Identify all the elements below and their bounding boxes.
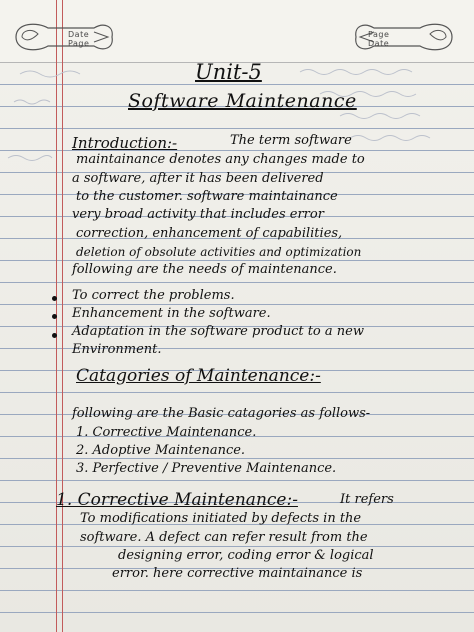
list-item: Enhancement in the software. [72,306,271,321]
introduction-label [72,135,177,151]
date-page-ornament-right [348,14,460,60]
header-label-date: Date [68,30,90,39]
corrective-heading: 1. Corrective Maintenance:- [56,490,298,510]
category-item: 3. Perfective / Preventive Maintenance. [76,461,337,476]
header-label-date: Date [368,39,390,48]
introduction-line: very broad activity that includes error [72,207,324,222]
category-item: 2. Adoptive Maintenance. [76,443,246,458]
category-item: 1. Corrective Maintenance. [76,425,257,440]
scroll-ornament-icon [8,14,120,60]
corrective-line: To modifications initiated by defects in the [80,511,362,526]
introduction-line: following are the needs of maintenance. [72,262,337,277]
corrective-line: software. A defect can refer result from the [80,530,368,545]
list-item: Adaptation in the software product to a new [72,324,364,339]
introduction-heading: Introduction:- [72,134,178,152]
scroll-ornament-icon [348,14,460,60]
unit-heading: Unit-5 [195,60,262,84]
header-label-page: Page [68,39,90,48]
bullet-icon [52,333,57,338]
corrective-line: It refers [340,492,394,507]
page-title: Software Maintenance [128,90,357,112]
header-label-page: Page [368,30,390,39]
corrective-line: error. here corrective maintainance is [112,566,363,581]
bullet-icon [52,296,57,301]
introduction-line: a software, after it has been delivered [72,171,324,186]
date-page-ornament-left [8,14,120,60]
list-item: To correct the problems. [72,288,235,303]
categories-intro: following are the Basic catagories as follows- [72,406,371,421]
bullet-icon [52,314,57,319]
categories-heading: Catagories of Maintenance:- [76,366,321,386]
list-item-continuation: Environment. [72,342,162,357]
introduction-line: correction, enhancement of capabilities, [76,226,343,241]
introduction-line: The term software [230,133,352,148]
introduction-line: maintainance denotes any changes made to [76,152,365,167]
introduction-line: to the customer. software maintainance [76,189,338,204]
corrective-line: designing error, coding error & logical [118,548,374,563]
introduction-line: deletion of obsolute activities and optimization [76,245,362,259]
